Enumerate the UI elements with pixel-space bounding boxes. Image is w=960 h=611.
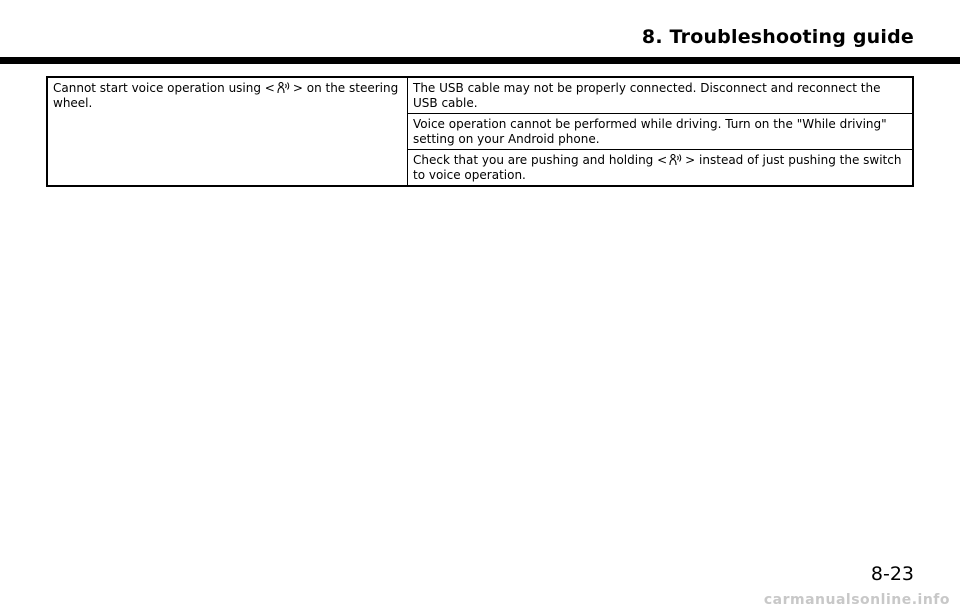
- voice-command-icon: [669, 153, 683, 166]
- cause-text: The USB cable may not be properly connected. Disconnect and reconnect the USB cable.: [413, 81, 881, 110]
- troubleshooting-table: [46, 76, 914, 187]
- cause-cell: [408, 77, 914, 114]
- header-rule: [0, 57, 960, 64]
- cause-cell: [408, 114, 914, 150]
- cause-text-after: > instead of just pushing the switch to voice operation.: [413, 153, 902, 182]
- voice-command-icon: [277, 81, 291, 94]
- watermark[interactable]: carmanualsonline.info: [763, 592, 950, 608]
- page-number: 8-23: [870, 563, 914, 585]
- symptom-text-before: Cannot start voice operation using <: [53, 81, 275, 95]
- cause-cell: [408, 150, 914, 187]
- section-title: 8. Troubleshooting guide: [641, 26, 914, 48]
- symptom-cell: [47, 77, 408, 186]
- table-row: [47, 77, 913, 114]
- cause-text-before: Check that you are pushing and holding <: [413, 153, 668, 167]
- symptom-text-after: > on the steering wheel.: [53, 81, 399, 110]
- cause-text: Voice operation cannot be performed while driving. Turn on the "While driving" setting on your Android phone.: [413, 117, 887, 146]
